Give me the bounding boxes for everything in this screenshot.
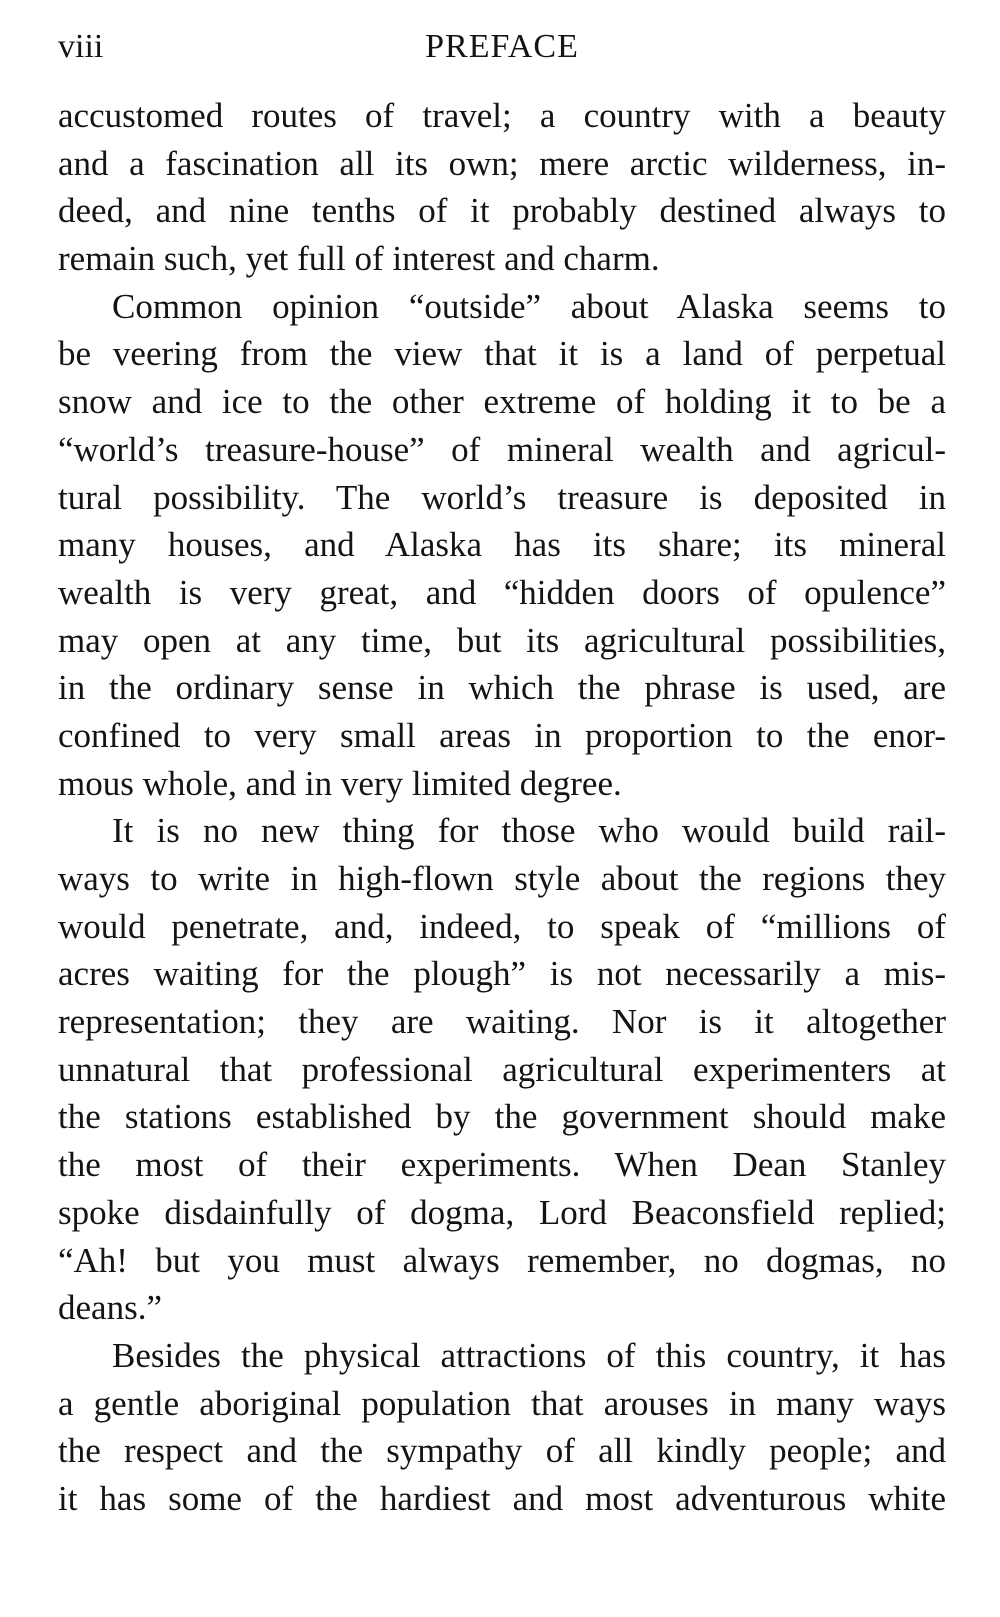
text-line: the respect and the sympathy of all kindly people; and: [58, 1431, 946, 1471]
text-line: the most of their experiments. When Dean Stanley: [58, 1145, 946, 1185]
text-line: deed, and nine tenths of it probably destined always to: [58, 191, 946, 231]
text-line: may open at any time, but its agricultural possibilities,: [58, 620, 946, 660]
text-line: the stations established by the government should make: [58, 1097, 946, 1137]
text-line: mous whole, and in very limited degree.: [58, 763, 622, 803]
text-line: wealth is very great, and “hidden doors of opulence”: [58, 572, 946, 612]
text-line: unnatural that professional agricultural experimenters at: [58, 1049, 946, 1089]
text-line: and a fascination all its own; mere arctic wilderness, in-: [58, 143, 946, 183]
text-line: Besides the physical attractions of this country, it has: [112, 1335, 946, 1375]
page-number: viii: [58, 28, 104, 65]
text-line: representation; they are waiting. Nor is it altogether: [58, 1002, 946, 1042]
text-line: It is no new thing for those who would build rail-: [112, 811, 946, 851]
text-line: “world’s treasure-house” of mineral wealth and agricul-: [58, 429, 946, 469]
text-line: confined to very small areas in proportion to the enor-: [58, 715, 946, 755]
text-line: tural possibility. The world’s treasure is deposited in: [58, 477, 946, 517]
text-line: remain such, yet full of interest and charm.: [58, 239, 660, 279]
text-line: would penetrate, and, indeed, to speak of “millions of: [58, 906, 946, 946]
text-line: acres waiting for the plough” is not necessarily a mis-: [58, 954, 946, 994]
text-line: “Ah! but you must always remember, no dogmas, no: [58, 1240, 946, 1280]
text-line: deans.”: [58, 1288, 162, 1328]
text-line: it has some of the hardiest and most adventurous white: [58, 1478, 946, 1518]
running-title: PREFACE: [425, 28, 579, 65]
text-line: many houses, and Alaska has its share; its mineral: [58, 525, 946, 565]
body-text: [58, 92, 946, 1523]
text-line: ways to write in high-flown style about the regions they: [58, 859, 946, 898]
text-line: accustomed routes of travel; a country with a beauty: [58, 96, 946, 135]
text-line: in the ordinary sense in which the phrase is used, are: [58, 668, 946, 708]
running-head: [58, 22, 946, 72]
text-line: Common opinion “outside” about Alaska seems to: [112, 286, 946, 326]
text-line: a gentle aboriginal population that arouses in many ways: [58, 1383, 946, 1423]
text-line: spoke disdainfully of dogma, Lord Beaconsfield replied;: [58, 1192, 946, 1232]
text-line: snow and ice to the other extreme of holding it to be a: [58, 382, 946, 422]
text-line: be veering from the view that it is a land of perpetual: [58, 334, 946, 374]
